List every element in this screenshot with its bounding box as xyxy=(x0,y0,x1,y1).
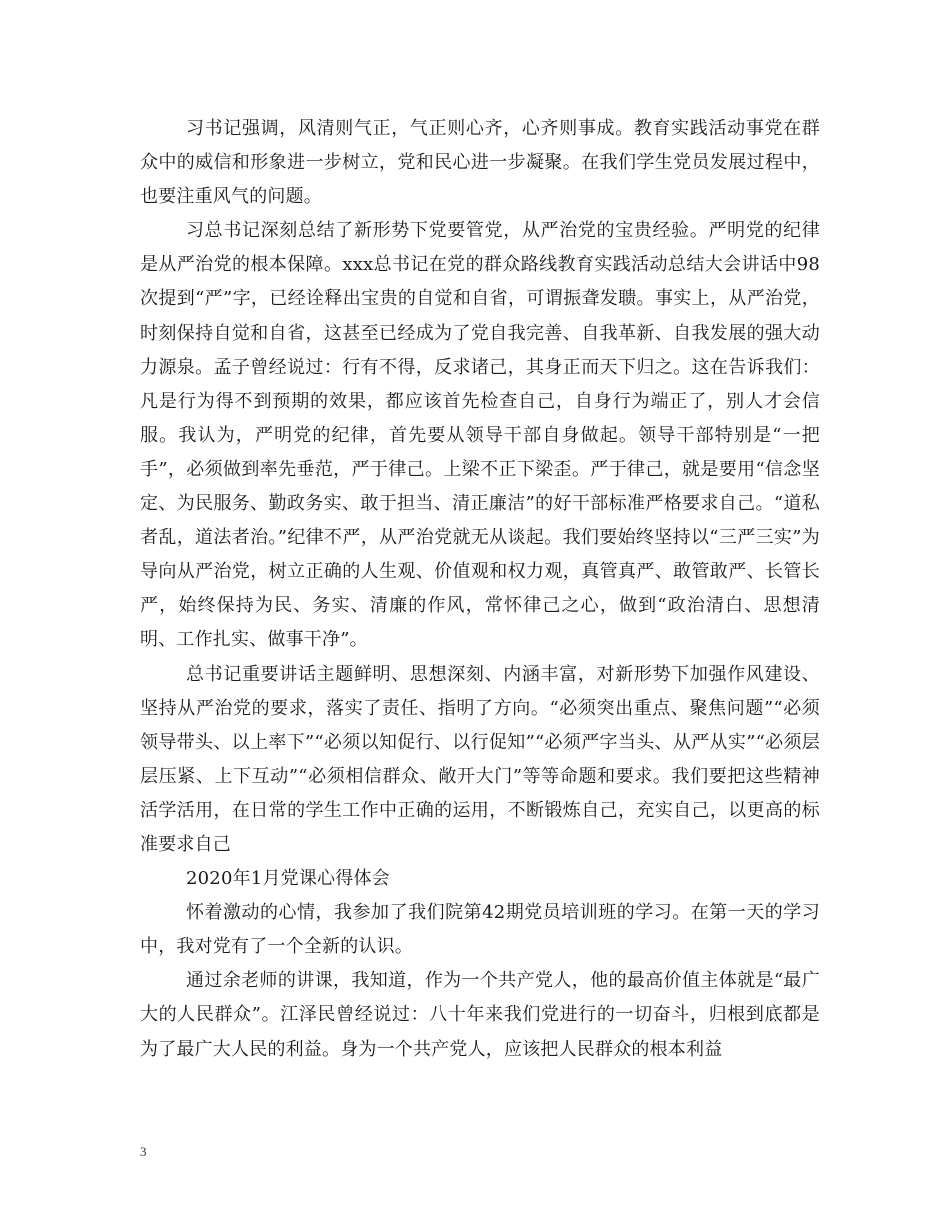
paragraph-4: 怀着激动的心情，我参加了我们院第42期党员培训班的学习。在第一天的学习中，我对党有了一个全新的认识。 xyxy=(140,902,820,958)
page-number: 3 xyxy=(140,1144,147,1159)
paragraph-2: 习总书记深刻总结了新形势下党要管党，从严治党的宝贵经验。严明党的纪律是从严治党的根本保障。xxx总书记在党的群众路线教育实践活动总结大会讲话中98次提到“严”字，已经诠释出宝贵的自觉和自省，可谓振聋发聩。事实上，从严治党，时刻保持自觉和自省，这甚至已经成为了党自我完善、自我革新、自我发展的强大动力源泉。孟子曾经说过：行有不得，反求诸己，其身正而天下归之。这在告诉我们：凡是行为得不到预期的效果，都应该首先检查自己，自身行为端正了，别人才会信服。我认为，严明党的纪律，首先要从领导干部自身做起。领导干部特别是“一把手”，必须做到率先垂范，严于律己。上梁不正下梁歪。严于律己，就是要用“信念坚定、为民服务、勤政务实、敢于担当、清正廉洁”的好干部标准严格要求自己。“道私者乱，道法者治。”纪律不严，从严治党就无从谈起。我们要始终坚持以“三严三实”为导向从严治党，树立正确的人生观、价值观和权力观，真管真严、敢管敢严、长管长严，始终保持为民、务实、清廉的作风，常怀律己之心，做到“政治清白、思想清明、工作扎实、做事干净”。 xyxy=(140,220,820,651)
document-body xyxy=(140,112,820,1067)
paragraph-1: 习书记强调，风清则气正，气正则心齐，心齐则事成。教育实践活动事党在群众中的威信和形象进一步树立，党和民心进一步凝聚。在我们学生党员发展过程中，也要注重风气的问题。 xyxy=(140,118,820,208)
paragraph-5: 通过余老师的讲课，我知道，作为一个共产党人，他的最高价值主体就是“最广大的人民群众”。江泽民曾经说过：八十年来我们党进行的一切奋斗，归根到底都是为了最广大人民的利益。身为一个共产党人，应该把人民群众的根本利益 xyxy=(140,970,820,1060)
paragraph-3: 总书记重要讲话主题鲜明、思想深刻、内涵丰富，对新形势下加强作风建设、坚持从严治党的要求，落实了责任、指明了方向。“必须突出重点、聚焦问题”“必须领导带头、以上率下”“必须以知促行、以行促知”“必须严字当头、从严从实”“必须层层压紧、上下互动”“必须相信群众、敞开大门”等等命题和要求。我们要把这些精神活学活用，在日常的学生工作中正确的运用，不断锻炼自己，充实自己，以更高的标准要求自己 xyxy=(140,663,820,855)
section-heading: 2020年1月党课心得体会 xyxy=(186,868,390,890)
